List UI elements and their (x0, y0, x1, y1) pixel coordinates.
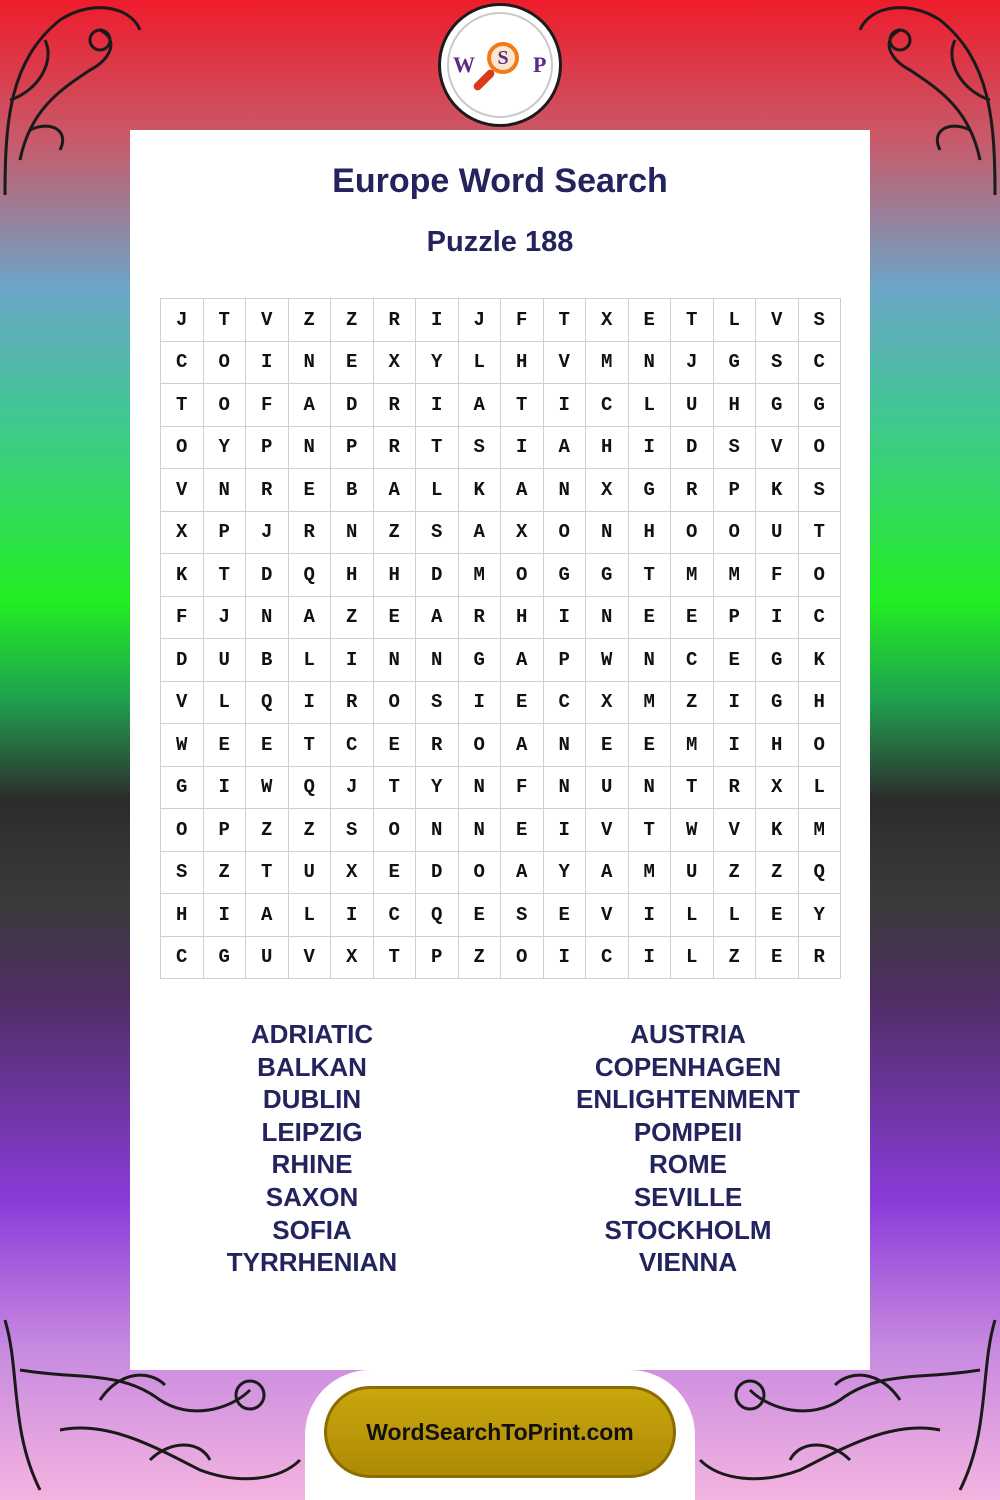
grid-cell[interactable]: I (714, 682, 757, 725)
grid-cell[interactable]: G (459, 639, 502, 682)
grid-cell[interactable]: C (161, 342, 204, 385)
grid-cell[interactable]: X (756, 767, 799, 810)
grid-cell[interactable]: X (331, 937, 374, 980)
grid-cell[interactable]: P (204, 809, 247, 852)
word-list-item: ADRIATIC (250, 1019, 374, 1049)
word-list-item: SAXON (265, 1181, 359, 1212)
grid-cell[interactable]: N (289, 427, 332, 470)
grid-cell[interactable]: T (501, 384, 544, 427)
grid-cell[interactable]: E (544, 894, 587, 937)
grid-cell[interactable]: Z (756, 852, 799, 895)
word-list-item: DUBLIN (262, 1084, 362, 1115)
grid-cell[interactable]: V (544, 342, 587, 385)
grid-cell[interactable]: L (714, 894, 757, 937)
grid-cell[interactable]: B (331, 469, 374, 512)
grid-cell[interactable]: N (416, 639, 459, 682)
grid-cell[interactable]: M (671, 724, 714, 767)
grid-cell[interactable]: N (459, 809, 502, 852)
word-list-item: STOCKHOLM (604, 1214, 772, 1245)
grid-cell[interactable]: H (501, 597, 544, 640)
grid-cell[interactable]: W (671, 809, 714, 852)
grid-cell[interactable]: J (671, 342, 714, 385)
grid-cell[interactable]: H (374, 554, 417, 597)
grid-cell[interactable]: T (289, 724, 332, 767)
grid-cell[interactable]: C (374, 894, 417, 937)
grid-cell[interactable]: L (416, 469, 459, 512)
grid-cell[interactable]: A (501, 469, 544, 512)
grid-cell[interactable]: R (331, 682, 374, 725)
word-list-item: ROME (649, 1149, 727, 1180)
grid-cell[interactable]: S (714, 427, 757, 470)
grid-cell[interactable]: O (161, 427, 204, 470)
grid-cell[interactable]: N (629, 767, 672, 810)
grid-cell[interactable]: X (374, 342, 417, 385)
grid-cell[interactable]: I (544, 597, 587, 640)
word-list-item: SEVILLE (633, 1181, 743, 1212)
grid-cell[interactable]: R (459, 597, 502, 640)
grid-cell[interactable]: O (459, 724, 502, 767)
grid-cell[interactable]: Z (289, 809, 332, 852)
grid-cell[interactable]: Z (671, 682, 714, 725)
grid-cell[interactable]: D (331, 384, 374, 427)
grid-cell[interactable]: A (289, 597, 332, 640)
grid-cell[interactable]: A (501, 639, 544, 682)
grid-cell[interactable]: S (799, 469, 842, 512)
grid-cell[interactable]: G (586, 554, 629, 597)
grid-cell[interactable]: N (586, 597, 629, 640)
grid-cell[interactable]: U (289, 852, 332, 895)
grid-cell[interactable]: E (629, 299, 672, 342)
grid-cell[interactable]: S (799, 299, 842, 342)
grid-cell[interactable]: Z (714, 937, 757, 980)
word-list-item: AUSTRIA (630, 1019, 746, 1049)
grid-cell[interactable]: O (204, 342, 247, 385)
word-list-item: BALKAN (257, 1051, 367, 1082)
grid-cell[interactable]: M (629, 852, 672, 895)
grid-cell[interactable]: S (331, 809, 374, 852)
grid-cell[interactable]: R (246, 469, 289, 512)
grid-cell[interactable]: X (586, 299, 629, 342)
grid-cell[interactable]: J (459, 299, 502, 342)
grid-cell[interactable]: J (161, 299, 204, 342)
grid-cell[interactable]: J (204, 597, 247, 640)
logo-letter-s: S (497, 46, 509, 69)
word-list-item: ENLIGHTENMENT (576, 1084, 800, 1115)
grid-cell[interactable]: D (246, 554, 289, 597)
grid-cell[interactable]: D (416, 554, 459, 597)
grid-cell[interactable]: O (204, 384, 247, 427)
word-list-item: VIENNA (638, 1247, 738, 1278)
grid-cell[interactable]: Z (331, 299, 374, 342)
grid-cell[interactable]: E (501, 809, 544, 852)
grid-cell[interactable]: K (161, 554, 204, 597)
grid-cell[interactable]: A (459, 384, 502, 427)
grid-cell[interactable]: G (756, 639, 799, 682)
grid-cell[interactable]: T (204, 299, 247, 342)
grid-cell[interactable]: Z (714, 852, 757, 895)
grid-cell[interactable]: A (501, 724, 544, 767)
page-title: Europe Word Search (332, 162, 668, 200)
grid-cell[interactable]: T (629, 554, 672, 597)
grid-cell[interactable]: L (459, 342, 502, 385)
grid-cell[interactable]: F (501, 299, 544, 342)
grid-cell[interactable]: G (756, 682, 799, 725)
grid-cell[interactable]: N (246, 597, 289, 640)
grid-cell[interactable]: Y (544, 852, 587, 895)
grid-cell[interactable]: L (671, 937, 714, 980)
word-list-item: COPENHAGEN (594, 1051, 782, 1082)
grid-cell[interactable]: L (671, 894, 714, 937)
grid-cell[interactable]: O (161, 809, 204, 852)
grid-cell[interactable]: I (629, 937, 672, 980)
grid-cell[interactable]: N (416, 809, 459, 852)
word-list-left (162, 1018, 462, 1279)
grid-cell[interactable]: K (756, 469, 799, 512)
grid-cell[interactable]: X (586, 682, 629, 725)
grid-cell[interactable]: P (246, 427, 289, 470)
grid-cell[interactable]: I (331, 894, 374, 937)
grid-cell[interactable]: O (501, 937, 544, 980)
grid-cell[interactable]: V (161, 469, 204, 512)
grid-cell[interactable]: I (756, 597, 799, 640)
grid-cell[interactable]: N (374, 639, 417, 682)
grid-cell[interactable]: E (629, 724, 672, 767)
grid-cell[interactable]: O (374, 809, 417, 852)
grid-cell[interactable]: E (331, 342, 374, 385)
grid-cell[interactable]: Q (799, 852, 842, 895)
grid-cell[interactable]: P (544, 639, 587, 682)
grid-cell[interactable]: E (374, 597, 417, 640)
grid-cell[interactable]: R (416, 724, 459, 767)
grid-cell[interactable]: I (544, 384, 587, 427)
grid-cell[interactable]: E (629, 597, 672, 640)
grid-cell[interactable]: R (374, 299, 417, 342)
grid-cell[interactable]: T (416, 427, 459, 470)
grid-cell[interactable]: F (756, 554, 799, 597)
grid-cell[interactable]: D (671, 427, 714, 470)
grid-cell[interactable]: Q (246, 682, 289, 725)
grid-cell[interactable]: I (629, 427, 672, 470)
grid-cell[interactable]: I (544, 809, 587, 852)
grid-cell[interactable]: R (671, 469, 714, 512)
grid-cell[interactable]: H (714, 384, 757, 427)
grid-cell[interactable]: T (629, 809, 672, 852)
letter-grid (160, 298, 841, 979)
grid-cell[interactable]: N (629, 342, 672, 385)
grid-cell[interactable]: G (161, 767, 204, 810)
grid-cell[interactable]: T (161, 384, 204, 427)
grid-cell[interactable]: H (501, 342, 544, 385)
site-link-label: WordSearchToPrint.com (366, 1418, 634, 1445)
grid-cell[interactable]: Q (289, 554, 332, 597)
grid-cell[interactable]: H (161, 894, 204, 937)
grid-cell[interactable]: Z (204, 852, 247, 895)
logo-letter-p: P (533, 52, 547, 77)
grid-cell[interactable]: I (246, 342, 289, 385)
grid-cell[interactable]: W (161, 724, 204, 767)
grid-cell[interactable]: V (161, 682, 204, 725)
grid-cell[interactable]: A (586, 852, 629, 895)
grid-cell[interactable]: I (714, 724, 757, 767)
grid-cell[interactable]: L (714, 299, 757, 342)
grid-cell[interactable]: O (459, 852, 502, 895)
grid-cell[interactable]: R (374, 427, 417, 470)
wsp-logo[interactable] (438, 3, 562, 127)
grid-cell[interactable]: M (714, 554, 757, 597)
grid-cell[interactable]: G (629, 469, 672, 512)
grid-cell[interactable]: I (289, 682, 332, 725)
grid-cell[interactable]: V (289, 937, 332, 980)
grid-cell[interactable]: O (714, 512, 757, 555)
grid-cell[interactable]: S (161, 852, 204, 895)
grid-cell[interactable]: S (416, 512, 459, 555)
word-list-right (538, 1018, 838, 1279)
grid-cell[interactable]: T (374, 937, 417, 980)
grid-cell[interactable]: E (586, 724, 629, 767)
grid-cell[interactable]: K (756, 809, 799, 852)
grid-cell[interactable]: I (459, 682, 502, 725)
grid-cell[interactable]: Z (374, 512, 417, 555)
grid-cell[interactable]: B (246, 639, 289, 682)
grid-cell[interactable]: Z (459, 937, 502, 980)
grid-cell[interactable]: X (586, 469, 629, 512)
grid-cell[interactable]: F (501, 767, 544, 810)
grid-cell[interactable]: R (714, 767, 757, 810)
grid-cell[interactable]: L (629, 384, 672, 427)
grid-cell[interactable]: A (459, 512, 502, 555)
grid-cell[interactable]: N (586, 512, 629, 555)
grid-cell[interactable]: U (671, 852, 714, 895)
grid-cell[interactable]: V (714, 809, 757, 852)
grid-cell[interactable]: J (331, 767, 374, 810)
grid-cell[interactable]: W (246, 767, 289, 810)
grid-cell[interactable]: V (246, 299, 289, 342)
grid-cell[interactable]: D (161, 639, 204, 682)
grid-cell[interactable]: E (374, 724, 417, 767)
grid-cell[interactable]: I (501, 427, 544, 470)
grid-cell[interactable]: T (544, 299, 587, 342)
grid-cell[interactable]: P (331, 427, 374, 470)
grid-cell[interactable]: C (161, 937, 204, 980)
grid-cell[interactable]: K (799, 639, 842, 682)
grid-cell[interactable]: H (331, 554, 374, 597)
grid-cell[interactable]: E (459, 894, 502, 937)
grid-cell[interactable]: M (629, 682, 672, 725)
grid-cell[interactable]: H (586, 427, 629, 470)
grid-cell[interactable]: T (799, 512, 842, 555)
grid-cell[interactable]: J (246, 512, 289, 555)
grid-cell[interactable]: H (756, 724, 799, 767)
grid-cell[interactable]: E (756, 894, 799, 937)
grid-cell[interactable]: F (246, 384, 289, 427)
grid-cell[interactable]: V (586, 809, 629, 852)
grid-cell[interactable]: U (204, 639, 247, 682)
grid-cell[interactable]: O (799, 724, 842, 767)
grid-cell[interactable]: P (714, 597, 757, 640)
grid-cell[interactable]: A (544, 427, 587, 470)
grid-cell[interactable]: G (204, 937, 247, 980)
grid-cell[interactable]: L (289, 639, 332, 682)
grid-cell[interactable]: C (799, 342, 842, 385)
word-list-item: RHINE (271, 1149, 353, 1180)
grid-cell[interactable]: M (586, 342, 629, 385)
grid-cell[interactable]: N (544, 767, 587, 810)
grid-cell[interactable]: O (374, 682, 417, 725)
puzzle-number: Puzzle 188 (426, 226, 574, 258)
grid-cell[interactable]: I (416, 299, 459, 342)
grid-cell[interactable]: P (416, 937, 459, 980)
grid-cell[interactable]: V (756, 299, 799, 342)
word-list-item: LEIPZIG (261, 1116, 363, 1147)
grid-cell[interactable]: R (799, 937, 842, 980)
grid-cell[interactable]: M (671, 554, 714, 597)
grid-cell[interactable]: H (629, 512, 672, 555)
grid-cell[interactable]: C (586, 384, 629, 427)
grid-cell[interactable]: R (374, 384, 417, 427)
grid-cell[interactable]: A (374, 469, 417, 512)
grid-cell[interactable]: E (501, 682, 544, 725)
grid-cell[interactable]: C (671, 639, 714, 682)
grid-cell[interactable]: E (246, 724, 289, 767)
grid-cell[interactable]: E (671, 597, 714, 640)
grid-cell[interactable]: U (586, 767, 629, 810)
grid-cell[interactable]: I (204, 767, 247, 810)
grid-cell[interactable]: S (501, 894, 544, 937)
grid-cell[interactable]: N (544, 724, 587, 767)
grid-cell[interactable]: R (289, 512, 332, 555)
grid-cell[interactable]: X (501, 512, 544, 555)
grid-cell[interactable]: T (246, 852, 289, 895)
grid-cell[interactable]: G (799, 384, 842, 427)
grid-cell[interactable]: I (629, 894, 672, 937)
grid-cell[interactable]: I (416, 384, 459, 427)
grid-cell[interactable]: X (331, 852, 374, 895)
grid-cell[interactable]: S (459, 427, 502, 470)
grid-cell[interactable]: Y (416, 342, 459, 385)
grid-cell[interactable]: G (756, 384, 799, 427)
grid-cell[interactable]: A (416, 597, 459, 640)
grid-cell[interactable]: C (544, 682, 587, 725)
word-list-item: TYRRHENIAN (226, 1247, 398, 1278)
word-list-item: SOFIA (272, 1214, 352, 1245)
grid-cell[interactable]: M (459, 554, 502, 597)
grid-cell[interactable]: S (756, 342, 799, 385)
grid-cell[interactable]: Y (799, 894, 842, 937)
grid-cell[interactable]: O (799, 427, 842, 470)
grid-cell[interactable]: O (544, 512, 587, 555)
grid-cell[interactable]: Z (331, 597, 374, 640)
grid-cell[interactable]: O (501, 554, 544, 597)
grid-cell[interactable]: L (799, 767, 842, 810)
grid-cell[interactable]: A (289, 384, 332, 427)
grid-cell[interactable]: I (331, 639, 374, 682)
grid-cell[interactable]: N (289, 342, 332, 385)
grid-cell[interactable]: U (671, 384, 714, 427)
grid-cell[interactable]: M (799, 809, 842, 852)
grid-cell[interactable]: A (501, 852, 544, 895)
grid-cell[interactable]: E (204, 724, 247, 767)
grid-cell[interactable]: Z (246, 809, 289, 852)
grid-cell[interactable]: C (331, 724, 374, 767)
grid-cell[interactable]: K (459, 469, 502, 512)
grid-cell[interactable]: T (204, 554, 247, 597)
grid-cell[interactable]: Y (416, 767, 459, 810)
grid-cell[interactable]: D (416, 852, 459, 895)
grid-cell[interactable]: X (161, 512, 204, 555)
grid-cell[interactable]: C (586, 937, 629, 980)
grid-cell[interactable]: W (586, 639, 629, 682)
grid-cell[interactable]: V (586, 894, 629, 937)
grid-cell[interactable]: I (544, 937, 587, 980)
grid-cell[interactable]: P (204, 512, 247, 555)
grid-cell[interactable]: T (671, 767, 714, 810)
grid-cell[interactable]: C (799, 597, 842, 640)
grid-cell[interactable]: V (756, 427, 799, 470)
grid-cell[interactable]: N (204, 469, 247, 512)
grid-cell[interactable]: F (161, 597, 204, 640)
logo-letter-w: W (453, 52, 475, 77)
grid-cell[interactable]: L (289, 894, 332, 937)
grid-cell[interactable]: H (799, 682, 842, 725)
grid-cell[interactable]: E (756, 937, 799, 980)
grid-cell[interactable]: N (459, 767, 502, 810)
site-link-button[interactable] (324, 1386, 676, 1478)
grid-cell[interactable]: E (374, 852, 417, 895)
grid-cell[interactable]: G (714, 342, 757, 385)
grid-cell[interactable]: O (671, 512, 714, 555)
grid-cell[interactable]: T (374, 767, 417, 810)
grid-cell[interactable]: L (204, 682, 247, 725)
grid-cell[interactable]: Z (289, 299, 332, 342)
grid-cell[interactable]: G (544, 554, 587, 597)
grid-cell[interactable]: U (246, 937, 289, 980)
grid-cell[interactable]: U (756, 512, 799, 555)
grid-cell[interactable]: N (544, 469, 587, 512)
grid-cell[interactable]: Q (289, 767, 332, 810)
grid-cell[interactable]: Y (204, 427, 247, 470)
grid-cell[interactable]: A (246, 894, 289, 937)
grid-cell[interactable]: I (204, 894, 247, 937)
grid-cell[interactable]: O (799, 554, 842, 597)
grid-cell[interactable]: Q (416, 894, 459, 937)
grid-cell[interactable]: S (416, 682, 459, 725)
grid-cell[interactable]: P (714, 469, 757, 512)
grid-cell[interactable]: E (714, 639, 757, 682)
grid-cell[interactable]: N (629, 639, 672, 682)
grid-cell[interactable]: N (331, 512, 374, 555)
grid-cell[interactable]: E (289, 469, 332, 512)
word-list-item: POMPEII (633, 1116, 743, 1147)
grid-cell[interactable]: T (671, 299, 714, 342)
